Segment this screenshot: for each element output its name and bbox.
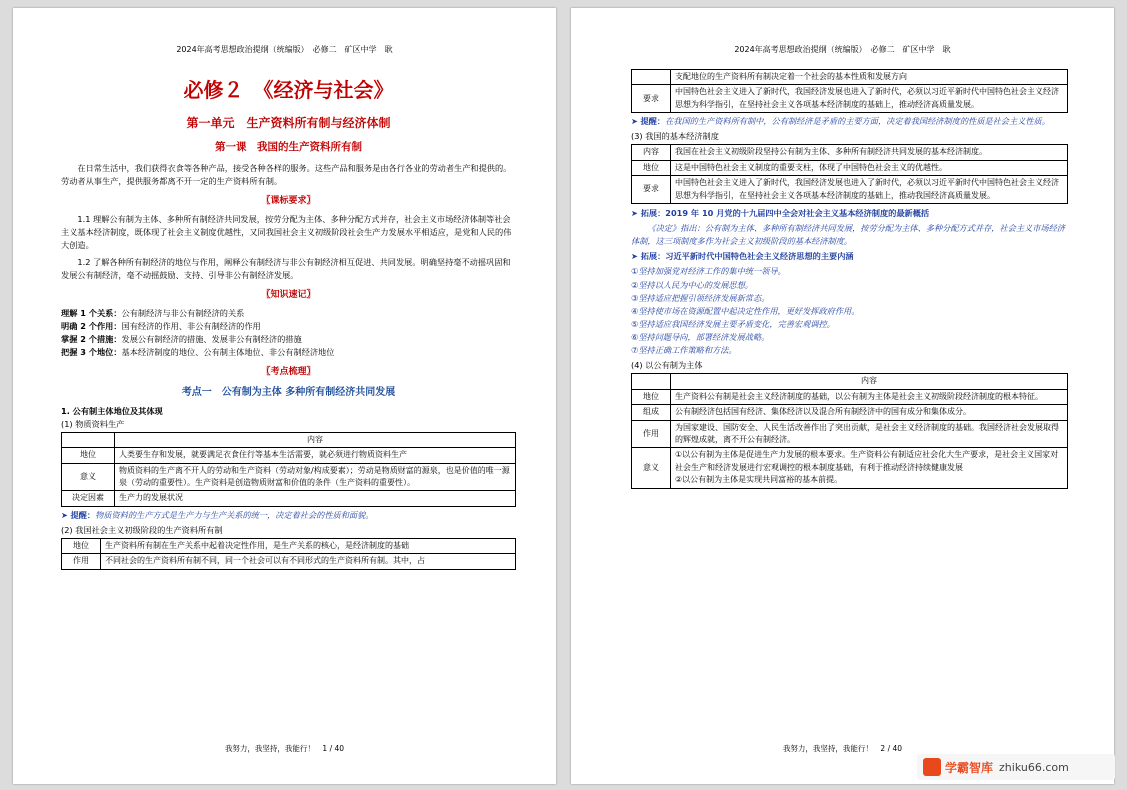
knowledge-key: 把握 3 个地位： [61, 347, 122, 358]
subheading: (4) 以公有制为主体 [631, 360, 703, 371]
lesson-title: 第一课 我国的生产资料所有制 [215, 141, 362, 154]
brand-icon [923, 758, 941, 776]
knowledge-key: 明确 2 个作用： [61, 320, 122, 331]
tip-note: ➤ 提醒：在我国的生产资料所有制中，公有制经济是矛盾的主要方面，决定着我国经济制度的性质是社会主义性质。 [631, 116, 1050, 127]
requirement-2: 1.2 了解各种所有制经济的地位与作用，阐释公有制经济与非公有制经济相互促进、共同发展。明确坚持毫不动摇巩固和发展公有制经济，毫不动摇鼓励、支持、引导非公有制经济发展。 [61, 257, 511, 281]
knowledge-key: 掌握 2 个措施： [61, 333, 122, 344]
extension-list [631, 265, 1068, 357]
list-item: ⑤坚持适应我国经济发展主要矛盾变化，完善宏观调控。 [631, 318, 835, 329]
page-header: 2024年高考思想政治提纲（统编版） 必修二 矿区中学 耿 [176, 45, 393, 54]
knowledge-item [61, 320, 516, 333]
list-item: ①坚持加强党对经济工作的集中统一领导。 [631, 266, 786, 277]
list-item: ⑥坚持问题导向，部署经济发展战略。 [631, 332, 770, 343]
topic-heading: 考点一 公有制为主体 多种所有制经济共同发展 [181, 386, 396, 398]
table-row: 决定因素 生产力的发展状况 [62, 491, 516, 506]
table-row: 地位 人类要生存和发展，就要满足衣食住行等基本生活需要，就必须进行物质资料生产 [62, 448, 516, 463]
list-item: ⑦坚持正确工作策略和方法。 [631, 345, 737, 356]
page-footer: 我努力，我坚持，我能行！ 1 / 40 [224, 744, 345, 753]
knowledge-list [61, 307, 516, 360]
book-title: 必修２ 《经济与社会》 [183, 78, 394, 102]
section-heading-requirements: 〖课标要求〗 [261, 196, 316, 207]
section-heading-knowledge: 〖知识速记〗 [261, 290, 316, 301]
table-row: 作用 不同社会的生产资料所有制不同，同一个社会可以有不同形式的生产资料所有制。其中，占 [62, 554, 516, 569]
intro-paragraph: 在日常生活中，我们获得衣食等各种产品，接受各种各样的服务。这些产品和服务是由各行各业的劳动者生产和提供的。劳动者从事生产，提供服务都离不开一定的生产资料所有制。 [61, 162, 512, 187]
list-item: ③坚持适应把握引领经济发展新常态。 [631, 292, 770, 303]
table-row: 地位 这是中国特色社会主义制度的重要支柱，体现了中国特色社会主义的优越性。 [632, 160, 1068, 175]
document-page-2 [571, 8, 1114, 784]
section-heading-points: 〖考点梳理〗 [261, 367, 316, 378]
table-header: 内容 [115, 432, 516, 447]
content-table [631, 373, 1068, 488]
knowledge-key: 理解 1 个关系： [61, 307, 122, 318]
page-footer: 我努力，我坚持，我能行！ 2 / 40 [782, 744, 903, 753]
content-table [631, 144, 1068, 204]
knowledge-value: 发展公有制经济的措施、发展非公有制经济的措施 [121, 333, 302, 344]
table-row: 地位 生产资料所有制在生产关系中起着决定性作用，是生产关系的核心，是经济制度的基础 [62, 538, 516, 553]
unit-title: 第一单元 生产资料所有制与经济体制 [186, 116, 391, 130]
subheading: (1) 物质资料生产 [61, 418, 125, 429]
extension-body: 《决定》指出：公有制为主体、多种所有制经济共同发展，按劳分配为主体、多种分配方式并存，社会主义市场经济体制，这三项制度多作为社会主义初级阶段的基本经济制度。 [631, 223, 1065, 247]
table-row: 意义 ①以公有制为主体是促进生产力发展的根本要求。生产资料公有制适应社会化大生产要求，是社会主义国家对社会生产和经济发展进行宏观调控的根本制度基础，有利于推动经济持续健康发展 ②以公有制为主体是实现共同富裕的基本前提。 [632, 448, 1068, 488]
list-item: ②坚持以人民为中心的发展思想。 [631, 279, 753, 290]
knowledge-item [61, 333, 516, 346]
table-row: 地位 生产资料公有制是社会主义经济制度的基础，以公有制为主体是社会主义初级阶段经济制度的根本特征。 [632, 389, 1068, 404]
table-row: 作用 为国家建设、国防安全、人民生活改善作出了突出贡献，是社会主义经济制度的基础。我国经济社会发展取得的辉煌成就，离不开公有制经济。 [632, 420, 1068, 448]
subheading: (3) 我国的基本经济制度 [631, 131, 719, 142]
table-header: 内容 [671, 374, 1068, 389]
content-table [61, 432, 516, 507]
content-table [631, 69, 1068, 113]
table-row: 意义 物质资料的生产离不开人的劳动和生产资料（劳动对象/构成要素）；劳动是物质财富的源泉，也是价值的唯一源泉（劳动的重要性）。生产资料是创造物质财富和价值的条件（生产资料的重要性）。 [62, 463, 516, 491]
table-row: 支配地位的生产资料所有制决定着一个社会的基本性质和发展方向 [632, 70, 1068, 85]
watermark-logo [917, 754, 1115, 780]
table-row: 要求 中国特色社会主义进入了新时代，我国经济发展也进入了新时代，必须以习近平新时代中国特色社会主义经济思想为科学指引，在坚持社会主义各项基本经济制度的基础上，推动我国经济高质量发展。 [632, 176, 1068, 204]
extension-heading: ➤ 拓展：2019 年 10 月党的十九届四中全会对社会主义基本经济制度的最新概括 [631, 207, 930, 218]
list-item: ④坚持使市场在资源配置中起决定性作用，更好发挥政府作用。 [631, 305, 860, 316]
knowledge-item [61, 346, 516, 359]
subheading: 1. 公有制主体地位及其体现 [61, 405, 163, 416]
table-row: 内容 我国在社会主义初级阶段坚持公有制为主体、多种所有制经济共同发展的基本经济制度。 [632, 145, 1068, 160]
watermark-brand: 学霸智库 [945, 760, 994, 775]
table-row: 组成 公有制经济包括国有经济、集体经济以及混合所有制经济中的国有成分和集体成分。 [632, 405, 1068, 420]
knowledge-value: 公有制经济与非公有制经济的关系 [121, 307, 245, 318]
page-header: 2024年高考思想政治提纲（统编版） 必修二 矿区中学 耿 [734, 45, 951, 54]
watermark-url: zhiku66.com [999, 760, 1069, 774]
subheading: (2) 我国社会主义初级阶段的生产资料所有制 [61, 524, 223, 535]
extension-heading: ➤ 拓展：习近平新时代中国特色社会主义经济思想的主要内涵 [631, 251, 854, 262]
content-table [61, 538, 516, 570]
document-page-1 [13, 8, 556, 784]
knowledge-item [61, 307, 516, 320]
requirement-1: 1.1 理解公有制为主体、多种所有制经济共同发展，按劳分配为主体、多种分配方式并存，社会主义市场经济体制等社会主义基本经济制度，既体现了社会主义制度优越性，又同我国社会主义初级阶段社会生产力发展水平相适应，是党和人民的伟大创造。 [61, 213, 512, 250]
table-row: 要求 中国特色社会主义进入了新时代，我国经济发展也进入了新时代，必须以习近平新时代中国特色社会主义经济思想为科学指引，在坚持社会主义各项基本经济制度的基础上，推动经济高质量发展。 [632, 85, 1068, 113]
knowledge-value: 基本经济制度的地位、公有制主体地位、非公有制经济地位 [121, 347, 335, 358]
tip-note: ➤ 提醒：物质资料的生产方式是生产力与生产关系的统一，决定着社会的性质和面貌。 [61, 509, 374, 520]
knowledge-value: 国有经济的作用、非公有制经济的作用 [121, 320, 261, 331]
